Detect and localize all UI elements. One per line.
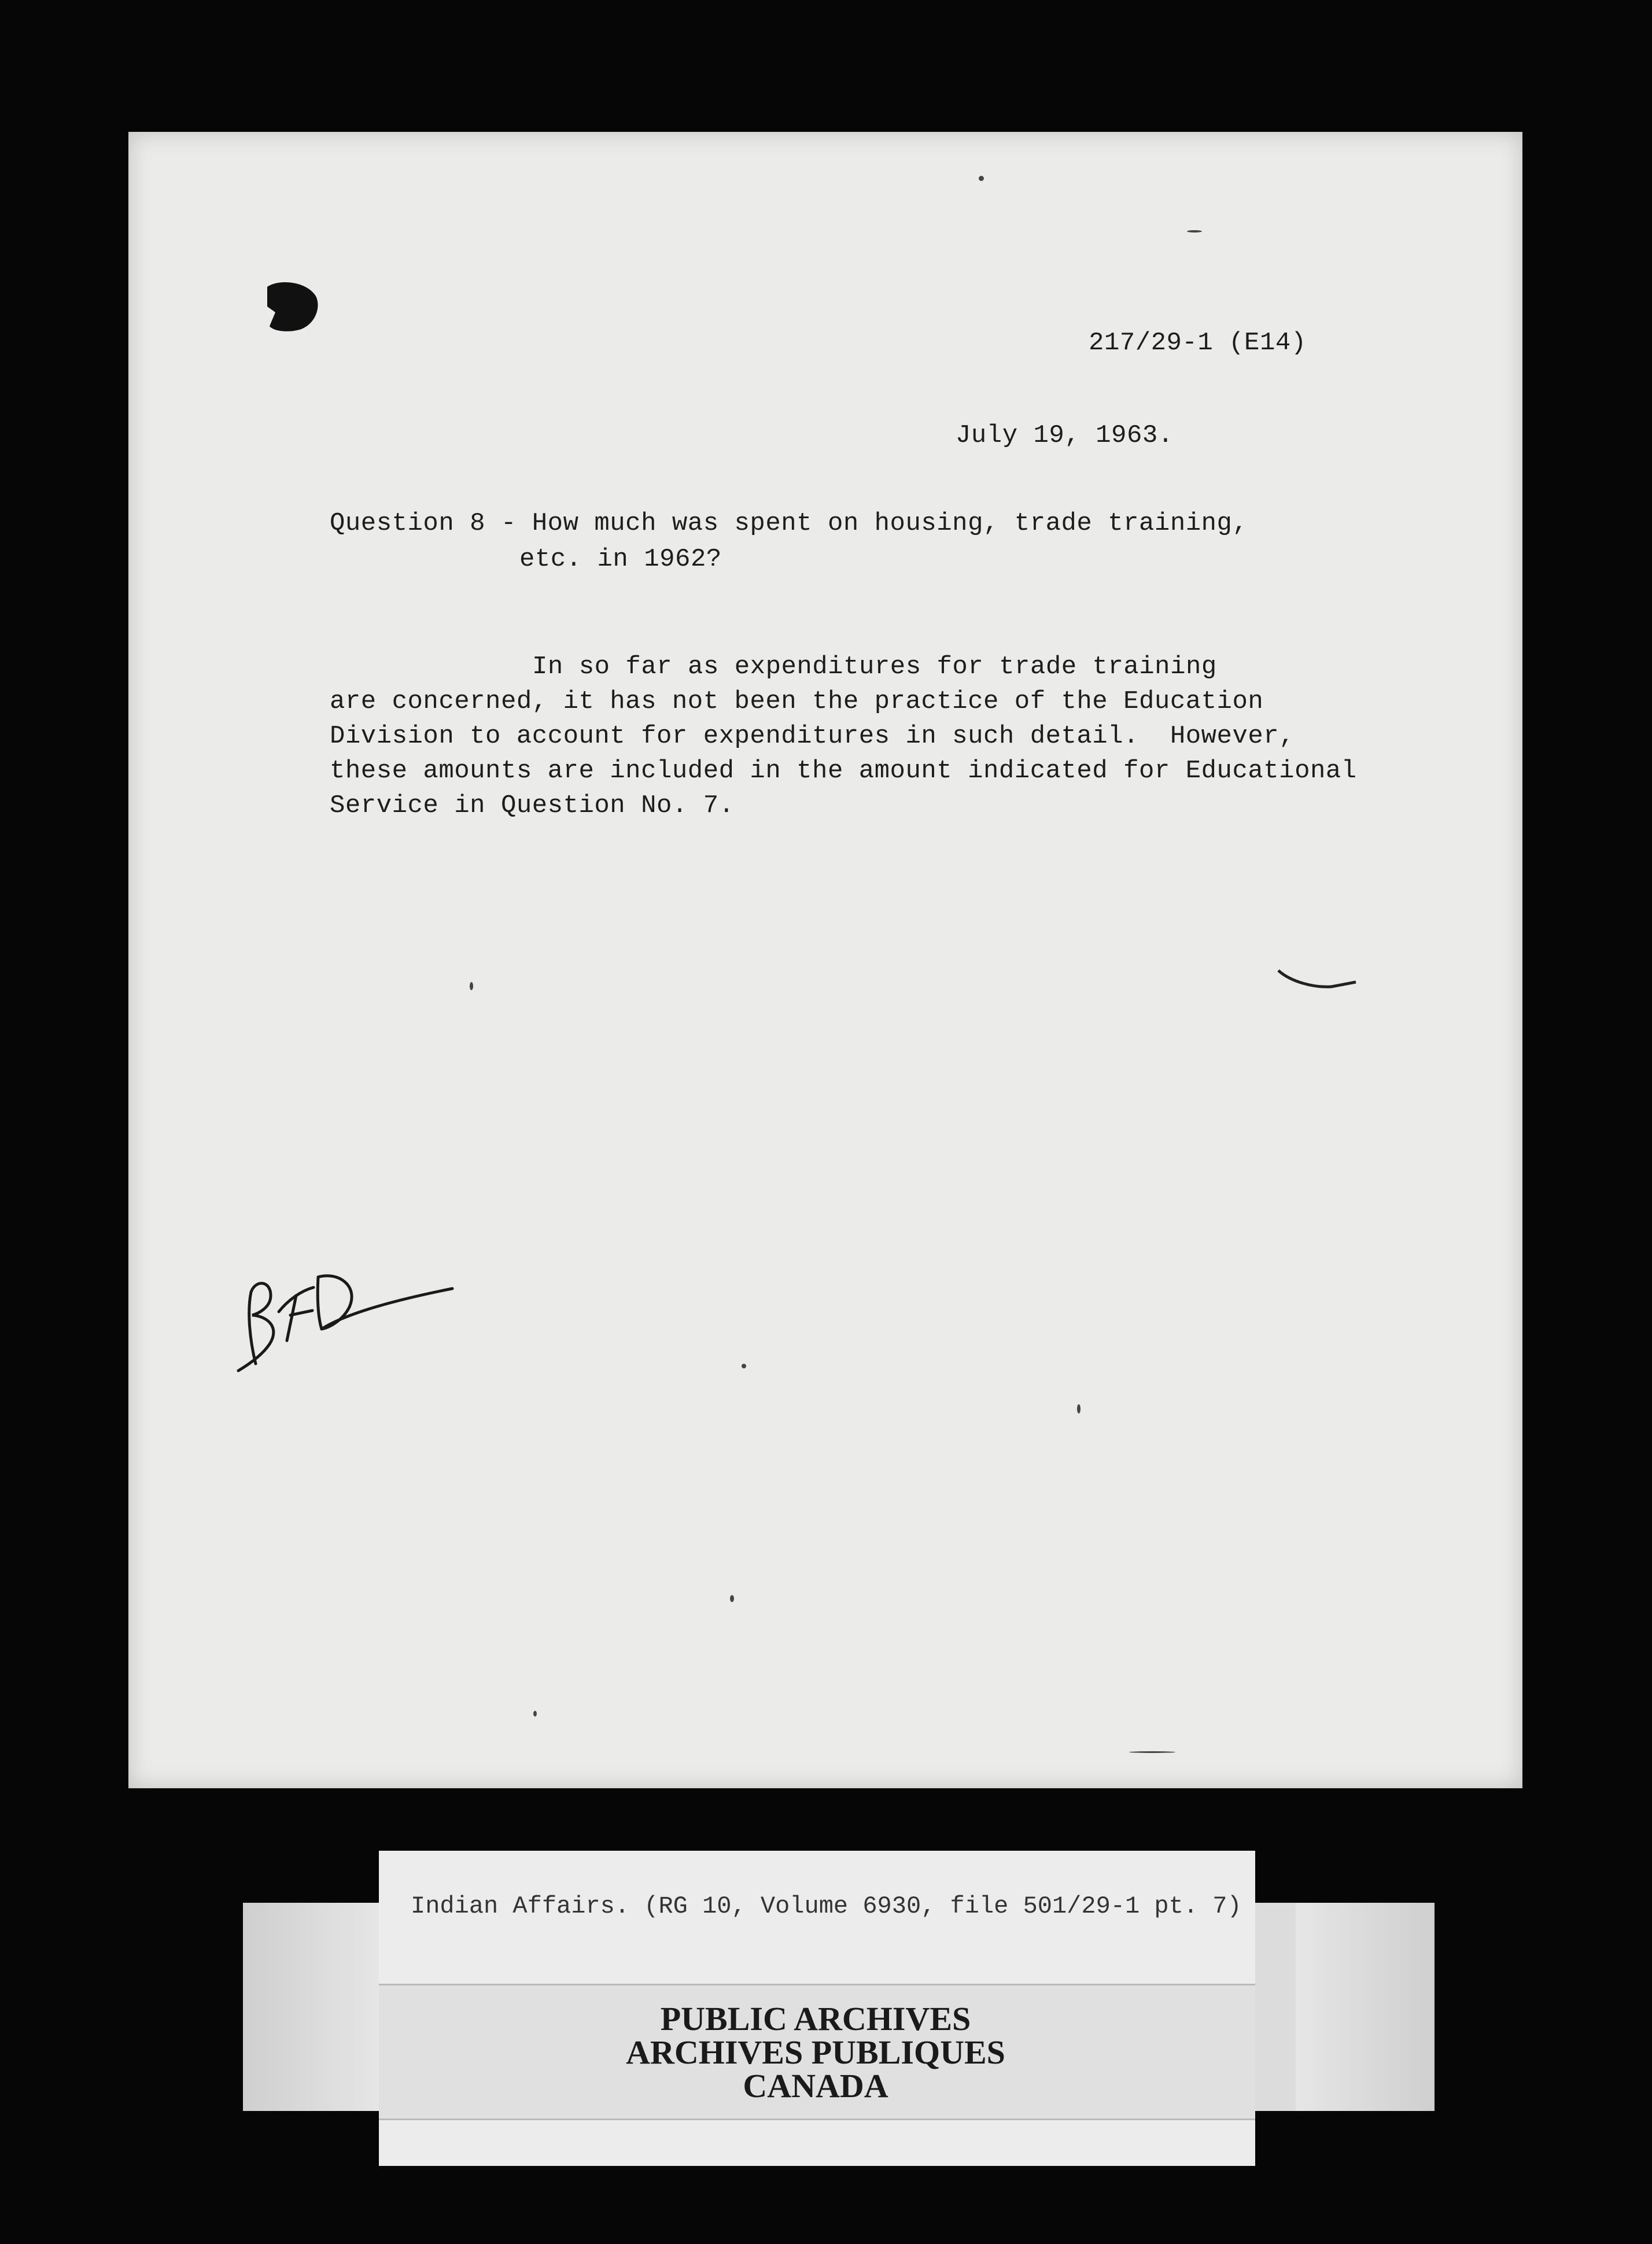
answer-line-1: In so far as expenditures for trade training <box>532 652 1217 681</box>
pencil-tick-mark <box>1274 965 1360 999</box>
paper-speck <box>730 1595 734 1602</box>
stamp-line-2: ARCHIVES PUBLIQUES <box>626 2033 1005 2071</box>
archive-source-citation: Indian Affairs. (RG 10, Volume 6930, file 501/29-1 pt. 7) <box>411 1892 1242 1920</box>
paper-speck <box>1077 1404 1081 1413</box>
stamp-line-1: PUBLIC ARCHIVES <box>660 2000 971 2038</box>
label-holder-right-tab <box>1296 1903 1435 2111</box>
handwritten-initials-signature <box>215 1242 458 1375</box>
paper-speck <box>533 1711 537 1717</box>
question-line-1: Question 8 - How much was spent on housing, trade training, <box>330 509 1248 538</box>
paper-speck <box>470 982 473 990</box>
paper-speck <box>1129 1751 1175 1753</box>
answer-line-4: these amounts are included in the amount indicated for Educational <box>330 756 1357 785</box>
answer-line-3: Division to account for expenditures in such detail. However, <box>330 722 1295 751</box>
paper-speck <box>742 1364 746 1368</box>
document-page <box>128 132 1522 1788</box>
file-reference: 217/29-1 (E14) <box>1089 329 1307 357</box>
stamp-line-3: CANADA <box>743 2067 888 2105</box>
letter-date: July 19, 1963. <box>956 421 1174 450</box>
paper-speck <box>979 176 984 181</box>
answer-line-2: are concerned, it has not been the practice of the Education <box>330 687 1264 716</box>
answer-line-5: Service in Question No. 7. <box>330 791 735 820</box>
public-archives-stamp <box>521 2002 1111 2103</box>
label-holder-left-tab <box>243 1903 382 2111</box>
ink-blot-mark <box>261 276 325 334</box>
paper-speck <box>1187 230 1202 232</box>
question-line-2: etc. in 1962? <box>519 545 722 574</box>
